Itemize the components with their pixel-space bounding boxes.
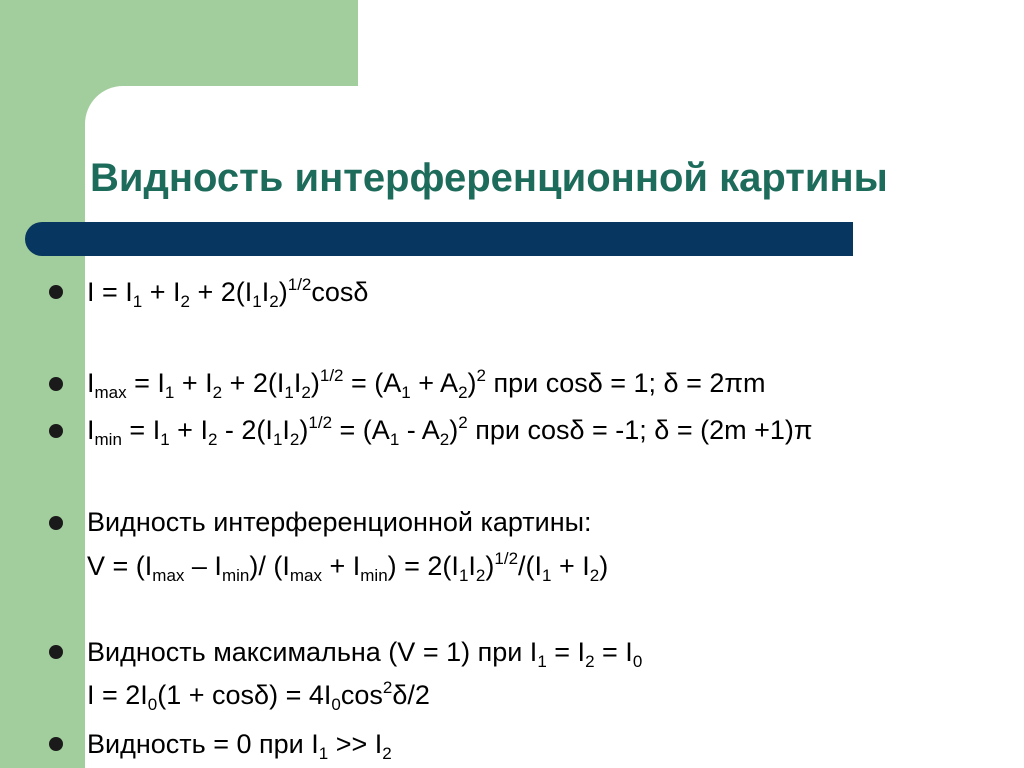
- bullet-line: $I = I_1 + I_2 + 2(I_1I_2)^{1/2}\cos\delta$: [87, 275, 369, 311]
- subscript: min: [221, 566, 250, 585]
- subscript: min: [360, 566, 388, 585]
- subscript: 1: [401, 383, 411, 402]
- bullet-line: Видность максимальна (V = 1) при $I_1 = I_2 = I_0$: [87, 637, 643, 671]
- subscript: 2: [301, 383, 311, 402]
- subscript: 2: [589, 566, 600, 585]
- subscript: 1: [389, 430, 400, 449]
- bullet-line: $I = 2I_0(1 + \cos\delta) = 4I_0\cos^2\delta/2$: [87, 678, 430, 714]
- bullet-dot: [49, 377, 63, 391]
- superscript: 2: [382, 678, 393, 697]
- subscript: 1: [284, 383, 294, 402]
- subscript: 0: [147, 695, 158, 714]
- subscript: 2: [585, 652, 595, 671]
- subscript: 1: [252, 292, 262, 311]
- subscript: 2: [180, 292, 190, 311]
- subscript: 1: [458, 566, 469, 585]
- subscript: 2: [207, 430, 218, 449]
- bullet-line: $I_{max} = I_1 + I_2 + 2(I_1I_2)^{1/2} = (A_1 + A_2)^2$ при cosδ = 1; δ = 2πm: [87, 366, 766, 402]
- subscript: 1: [160, 430, 170, 449]
- subscript: 2: [439, 430, 450, 449]
- superscript: 2: [458, 413, 468, 432]
- bullet-dot: [49, 424, 63, 438]
- subscript: 1: [542, 566, 552, 585]
- superscript: 1/2: [308, 413, 333, 432]
- subscript: 1: [272, 430, 283, 449]
- subscript: min: [94, 430, 122, 449]
- superscript: 1/2: [319, 366, 344, 385]
- subscript: 0: [331, 695, 341, 714]
- subscript: 2: [212, 383, 223, 402]
- subscript: 2: [382, 744, 392, 763]
- subscript: 0: [632, 652, 643, 671]
- subscript: 2: [458, 383, 468, 402]
- bullet-line: $I_{min} = I_1 + I_2 - 2(I_1I_2)^{1/2} = (A_1 - A_2)^2$ при cosδ = -1; δ = (2m +1)π: [87, 413, 813, 449]
- bullet-dot: [49, 516, 63, 530]
- slide-title: Видность интерференционной картины: [90, 156, 888, 200]
- superscript: 1/2: [494, 549, 519, 568]
- subscript: max: [152, 566, 185, 585]
- bullet-line: Видность = 0 при $I_1 >> I_2$: [87, 729, 392, 763]
- subscript: 2: [269, 292, 279, 311]
- subscript: 1: [537, 652, 547, 671]
- subscript: 1: [132, 292, 143, 311]
- subscript: 1: [164, 383, 175, 402]
- bullet-dot: [49, 285, 63, 299]
- bullet-dot: [49, 737, 63, 751]
- bullet-line: Видность интерференционной картины:: [87, 507, 592, 537]
- superscript: 2: [476, 366, 486, 385]
- bullet-line: $V = (I_{max} - I_{min})/$ $(I_{max} + I_{min}) = 2(I_1I_2)^{1/2}/(I_1 + I_2)$: [87, 549, 609, 585]
- subscript: 2: [289, 430, 300, 449]
- subscript: 1: [318, 744, 329, 763]
- title-underline-bar: [25, 222, 853, 256]
- subscript: max: [94, 383, 127, 402]
- superscript: 1/2: [287, 275, 312, 294]
- bullet-dot: [49, 645, 63, 659]
- subscript: 2: [475, 566, 486, 585]
- subscript: max: [289, 566, 322, 585]
